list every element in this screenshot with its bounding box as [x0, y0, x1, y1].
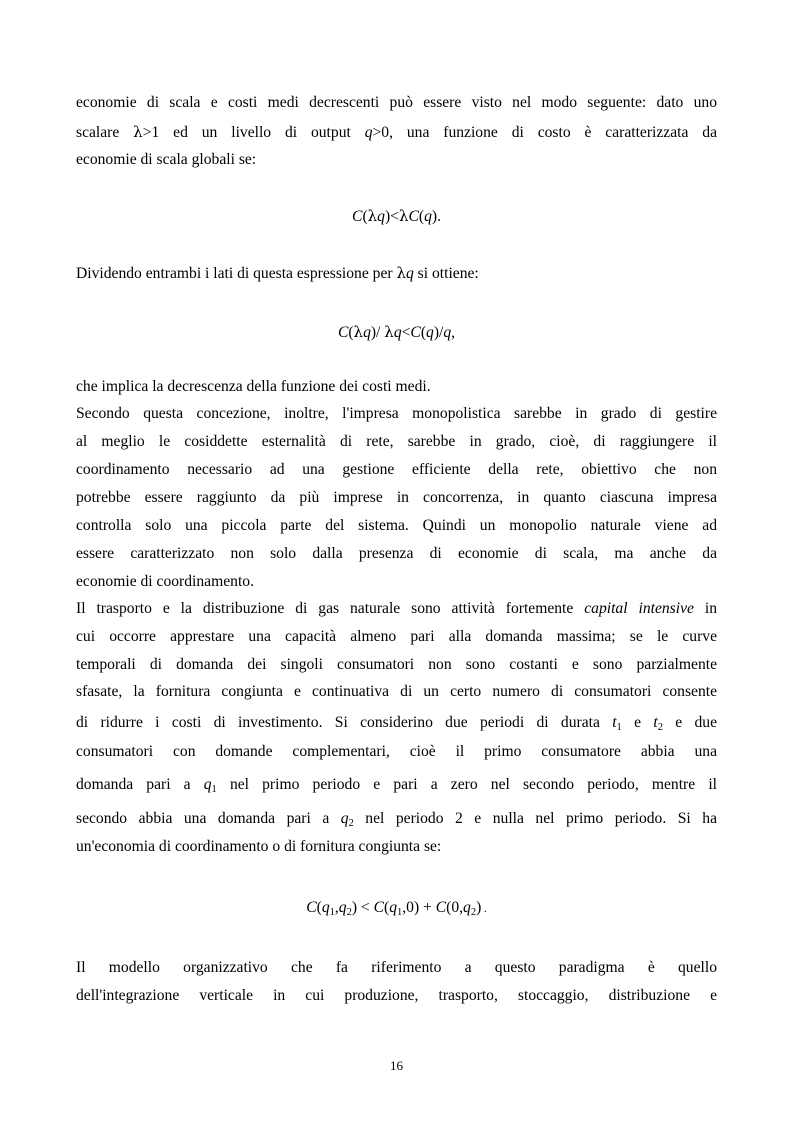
body-line: scalare λ>1 ed un livello di output q>0, una funzione di costo è caratterizzata da	[76, 123, 717, 141]
body-line: Secondo questa concezione, inoltre, l'impresa monopolistica sarebbe in grado di gestire	[76, 405, 717, 422]
lambda-symbol: λ	[133, 123, 143, 141]
body-line: Dividendo entrambi i lati di questa espressione per λq si ottiene:	[76, 264, 479, 282]
body-line: Il modello organizzativo che fa riferimento a questo paradigma è quello	[76, 959, 717, 976]
body-line: consumatori con domande complementari, cioè il primo consumatore abbia una	[76, 743, 717, 760]
formula-coordination-economy: C(q1,q2) < C(q1,0) + C(0,q2) .	[306, 899, 487, 918]
body-line: economie di coordinamento.	[76, 573, 254, 590]
body-line: economie di scala e costi medi decrescenti può essere visto nel modo seguente: dato uno	[76, 94, 717, 111]
formula-average-cost: C(λq)/ λq<C(q)/q,	[337, 323, 456, 341]
body-line: che implica la decrescenza della funzione dei costi medi.	[76, 378, 431, 395]
body-line: secondo abbia una domanda pari a q2 nel periodo 2 e nulla nel primo periodo. Si ha	[76, 810, 717, 829]
body-line: temporali di domanda dei singoli consumatori non sono costanti e sono parzialmente	[76, 656, 717, 673]
body-line: al meglio le cosiddette esternalità di rete, sarebbe in grado, cioè, di raggiungere il	[76, 433, 717, 450]
body-line: dell'integrazione verticale in cui produzione, trasporto, stoccaggio, distribuzione e	[76, 987, 717, 1004]
body-line: essere caratterizzato non solo dalla presenza di economie di scala, ma anche da	[76, 545, 717, 562]
body-line: Il trasporto e la distribuzione di gas naturale sono attività fortemente capital intensive in	[76, 600, 717, 617]
body-line: coordinamento necessario ad una gestione efficiente della rete, obiettivo che non	[76, 461, 717, 478]
body-line: controlla solo una piccola parte del sistema. Quindi un monopolio naturale viene ad	[76, 517, 717, 534]
formula-scale-economies: C(λq)<λC(q).	[352, 207, 441, 225]
body-line: potrebbe essere raggiunto da più imprese in concorrenza, in quanto ciascuna impresa	[76, 489, 717, 506]
body-line: sfasate, la fornitura congiunta e continuativa di un certo numero di consumatori consente	[76, 683, 717, 700]
body-line: domanda pari a q1 nel primo periodo e pari a zero nel secondo periodo, mentre il	[76, 776, 717, 795]
body-line: cui occorre apprestare una capacità almeno pari alla domanda massima; se le curve	[76, 628, 717, 645]
body-line: economie di scala globali se:	[76, 151, 257, 168]
page-number: 16	[390, 1058, 403, 1073]
body-line: un'economia di coordinamento o di fornitura congiunta se:	[76, 838, 442, 855]
body-line: di ridurre i costi di investimento. Si considerino due periodi di durata t1 e t2 e due	[76, 714, 717, 733]
